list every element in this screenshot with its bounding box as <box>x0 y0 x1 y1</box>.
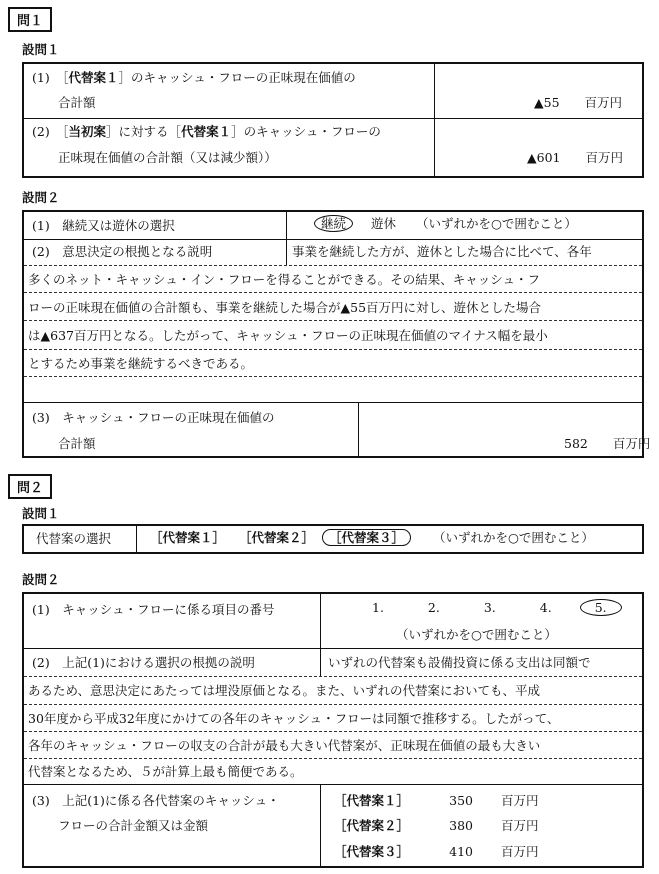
q1-s2-row1-options <box>314 216 577 232</box>
q2-s1-options <box>150 530 594 546</box>
q1-s2-row2-first-line: 事業を継続した方が、遊休とした場合に比べて、各年 <box>292 244 592 259</box>
q2-s2-row2-label: (2) 上記(1)における選択の根拠の説明 <box>32 655 255 670</box>
q2-s2-explanation-line-3: 各年のキャッシュ・フローの収支の合計が最も大きい代替案が、正味現在価値の最も大きい <box>28 738 541 753</box>
q1-s1-row1-label-2: 合計額 <box>58 95 96 110</box>
number-1: 1. <box>372 600 384 615</box>
q1-s2-row3-label: (3) キャッシュ・フローの正味現在価値の <box>32 410 275 425</box>
question-1-label: 問１ <box>8 7 52 32</box>
option-alt-2: ［代替案２］ <box>239 530 315 545</box>
q1-s2-row3-value: 582 百万円 <box>564 436 651 451</box>
q1-s2-explanation-line-4: とするため事業を継続するべきである。 <box>28 356 254 371</box>
q2-s2-table <box>22 592 644 868</box>
q1-s1-row1-value: ▲55 百万円 <box>534 95 623 110</box>
number-2: 2. <box>427 600 440 615</box>
q2-s2-explanation-line-2: 30年度から平成32年度にかけての各年のキャッシュ・フローは同額で推移する。したがって、 <box>28 711 560 726</box>
q1-s2-row3-label-2: 合計額 <box>58 436 96 451</box>
option-idle: 遊休 <box>371 216 397 231</box>
q1-s2-explanation-line-2: ローの正味現在価値の合計額も、事業を継続した場合が▲55百万円に対し、遊休とした場合 <box>28 300 542 315</box>
q1-s1-row2-label: (2) ［当初案］に対する［代替案１］のキャッシュ・フローの <box>32 124 381 139</box>
q1-subquestion-1-title: 設問１ <box>22 42 60 57</box>
q1-subquestion-2-title: 設問２ <box>22 190 60 205</box>
option-alt-1: ［代替案１］ <box>150 530 226 545</box>
option-alt-3-circled: ［代替案３］ <box>322 529 411 546</box>
q2-s2-amount-row-2: ［代替案２］ 380 百万円 <box>334 818 539 833</box>
q2-s1-note: （いずれかを○で囲むこと） <box>433 530 594 545</box>
q1-s1-row1-label: (1) ［代替案１］のキャッシュ・フローの正味現在価値の <box>32 70 356 85</box>
q2-s2-row1-note: （いずれかを○で囲むこと） <box>396 627 557 642</box>
option-continue-circled: 継続 <box>314 215 353 232</box>
q2-subquestion-2-title: 設問２ <box>22 572 60 587</box>
number-5-circled: 5. <box>580 599 622 616</box>
q1-s2-row1-label: (1) 継続又は遊休の選択 <box>32 218 175 233</box>
q1-s1-row2-label-2: 正味現在価値の合計額（又は減少額）） <box>58 150 277 165</box>
q1-s1-table <box>22 62 644 178</box>
q2-s2-row3-label-2: フローの合計金額又は金額 <box>58 818 209 833</box>
q2-s2-amount-row-1: ［代替案１］ 350 百万円 <box>334 793 539 808</box>
q1-s2-explanation-line-3: は▲637百万円となる。したがって、キャッシュ・フローの正味現在価値のマイナス幅を最小 <box>28 328 548 343</box>
q1-s2-row2-label: (2) 意思決定の根拠となる説明 <box>32 244 213 259</box>
q1-s2-explanation-line-1: 多くのネット・キャッシュ・イン・フローを得ることができる。その結果、キャッシュ・フ <box>28 272 541 287</box>
q1-s2-table <box>22 210 651 458</box>
question-2-label: 問２ <box>8 474 52 499</box>
q2-subquestion-1-title: 設問１ <box>22 506 60 521</box>
number-3: 3. <box>483 600 496 615</box>
q1-s1-row2-value: ▲601 百万円 <box>527 150 624 165</box>
q1-s2-row1-note: （いずれかを○で囲むこと） <box>416 216 577 231</box>
q2-s2-explanation-line-1: あるため、意思決定にあたっては埋没原価となる。また、いずれの代替案においても、平成 <box>28 683 541 698</box>
q2-s2-row1-label: (1) キャッシュ・フローに係る項目の番号 <box>32 602 275 617</box>
q2-s2-explanation-line-4: 代替案となるため、５が計算上最も簡便である。 <box>28 764 303 779</box>
q2-s2-row1-numbers <box>372 600 622 616</box>
q2-s2-row3-label: (3) 上記(1)に係る各代替案のキャッシュ・ <box>32 793 280 808</box>
q2-s2-amount-row-3: ［代替案３］ 410 百万円 <box>334 844 539 859</box>
q2-s1-label: 代替案の選択 <box>36 531 112 546</box>
number-4: 4. <box>539 600 552 615</box>
q2-s2-row2-first-line: いずれの代替案も設備投資に係る支出は同額で <box>328 655 591 670</box>
q2-s1-table <box>22 524 644 554</box>
